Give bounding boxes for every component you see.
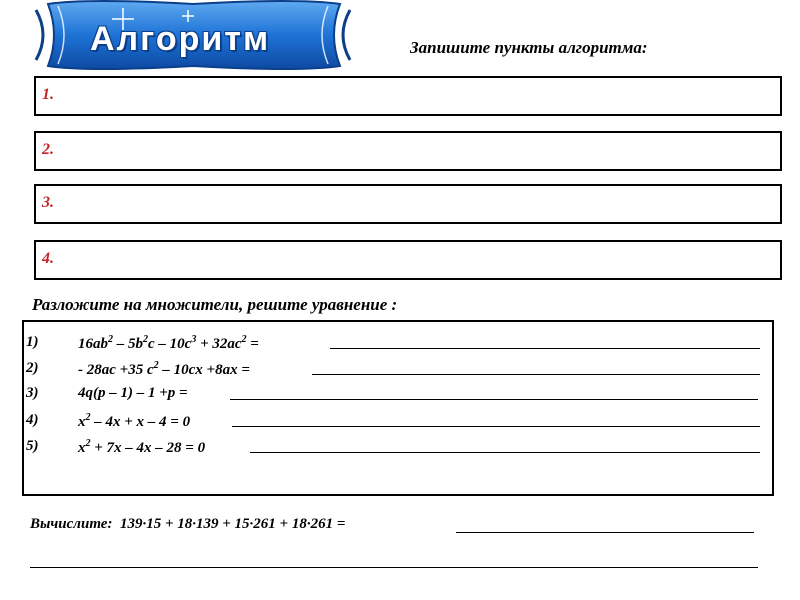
equation-row xyxy=(26,412,766,432)
banner-title: Алгоритм xyxy=(90,20,271,58)
equation-row xyxy=(26,334,766,354)
answer-line[interactable] xyxy=(232,426,760,427)
algorithm-step-number: 3. xyxy=(42,194,54,211)
extra-answer-line[interactable] xyxy=(30,567,758,568)
compute-expression: 139·15 + 18·139 + 15·261 + 18·261 = xyxy=(119,516,346,532)
algorithm-step-box[interactable] xyxy=(34,76,782,116)
compute-task xyxy=(30,516,345,533)
equation-number: 3) xyxy=(26,385,39,401)
equation-number: 1) xyxy=(26,334,39,350)
equations-box xyxy=(22,320,774,496)
answer-line[interactable] xyxy=(330,348,760,349)
algorithm-step-box[interactable] xyxy=(34,131,782,171)
algorithm-heading: Запишите пункты алгоритма: xyxy=(410,38,648,57)
algorithm-step-number: 1. xyxy=(42,86,54,103)
algorithm-step-number: 4. xyxy=(42,250,54,267)
equation-text: $x^2 + 7x - 4x - 28 = 0$ xyxy=(78,438,206,456)
answer-line[interactable] xyxy=(230,399,758,400)
equation-text: 4q(p – 1) – 1 +p = xyxy=(78,385,188,401)
algorithm-step-box[interactable] xyxy=(34,240,782,280)
equation-text: $16ab^2 - 5b^2c - 10c^3 + 32ac^2$ = xyxy=(78,334,259,352)
equation-row xyxy=(26,360,766,380)
factor-heading: Разложите на множители, решите уравнение : xyxy=(32,295,398,314)
answer-line[interactable] xyxy=(312,374,760,375)
algorithm-step-box[interactable] xyxy=(34,184,782,224)
answer-line[interactable] xyxy=(250,452,760,453)
equation-row xyxy=(26,385,766,405)
equation-number: 4) xyxy=(26,412,39,428)
equation-row xyxy=(26,438,766,458)
compute-answer-line[interactable] xyxy=(456,532,754,533)
algorithm-step-number: 2. xyxy=(42,141,54,158)
equation-number: 2) xyxy=(26,360,39,376)
title-banner xyxy=(28,0,358,70)
equation-text: $x^2 - 4x + x - 4 = 0$ xyxy=(78,412,191,430)
equation-text: - 28ac +35 $c^2 - 10cx +8ax$ = xyxy=(78,360,250,378)
compute-label: Вычислите: xyxy=(30,516,113,532)
equation-number: 5) xyxy=(26,438,39,454)
